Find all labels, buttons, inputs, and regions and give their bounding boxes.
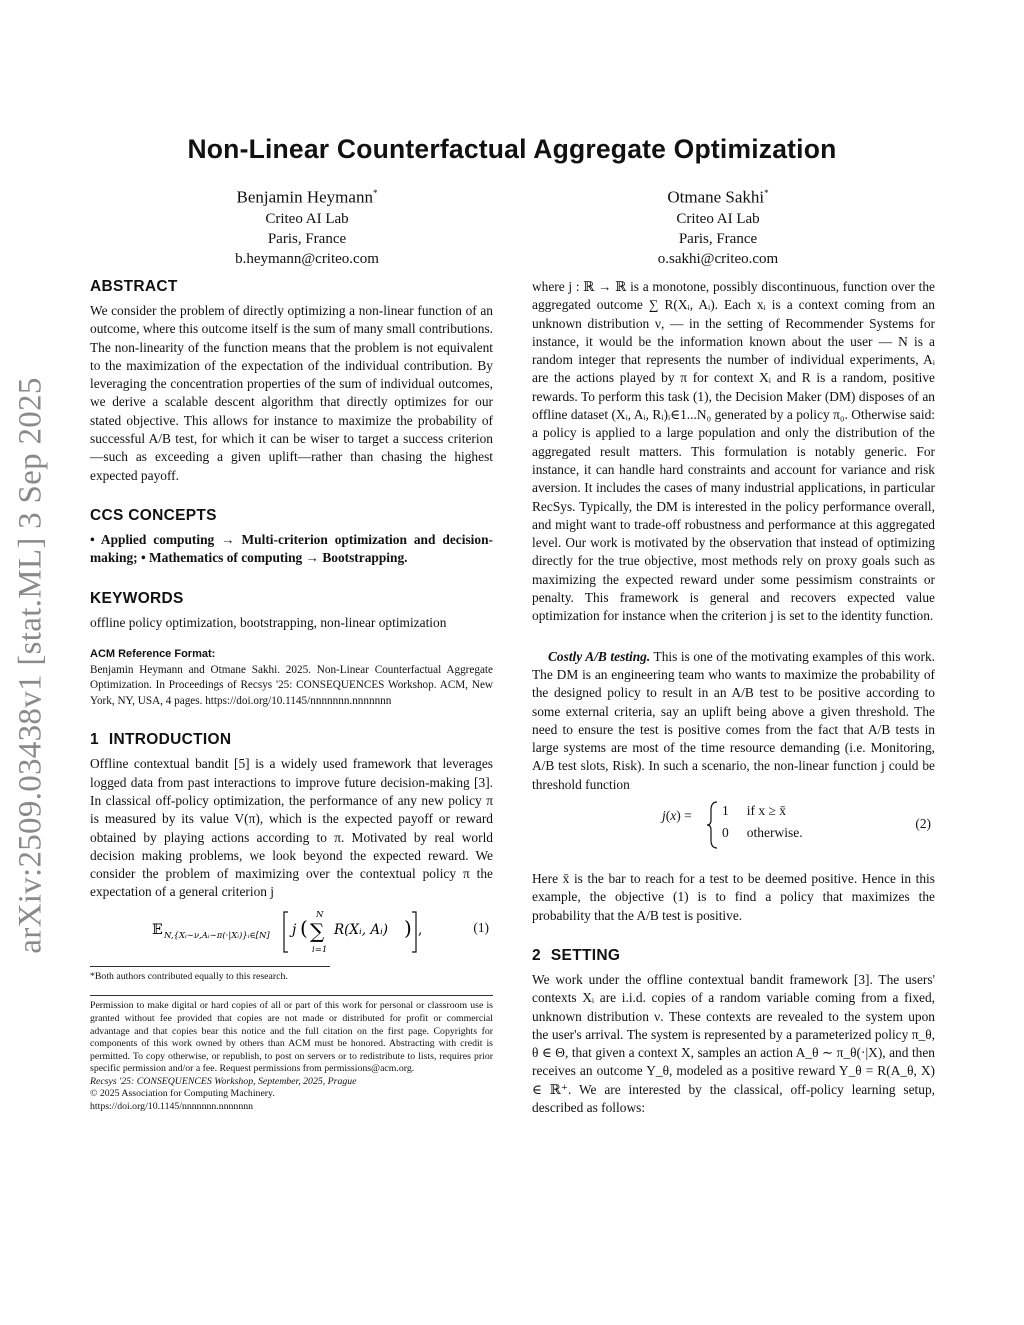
- setting-heading-text: SETTING: [550, 946, 621, 964]
- setting-heading: [532, 947, 935, 965]
- keywords-text: offline policy optimization, bootstrapping, non-linear optimization: [90, 614, 447, 630]
- equation-1: [90, 902, 493, 960]
- svg-text:(: (: [300, 915, 308, 940]
- equation-1-formula: [150, 902, 490, 960]
- author-location: Paris, France: [267, 230, 347, 247]
- equation-2-lhs: j(x) =: [662, 808, 692, 824]
- svg-text:i=1: i=1: [312, 944, 328, 955]
- equation-2-number: (2): [915, 816, 931, 832]
- intro-number: 1: [90, 731, 99, 749]
- arxiv-stamp: [6, 370, 56, 960]
- costly-ab-text: This is one of the motivating examples of this work. The DM is an engineering team who wants to maximize the probability of the designed policy to result in an A/B test to be positive according to some external criteria, say an uplift being above a given threshold. The need to ensure the test is positive comes from the fact that A/B tests in large systems are most of the time resource demanding (i.e. Monitoring, A/B test slots, Risk). In such a scenario, the non-linear function j could be threshold function: [532, 648, 935, 792]
- paper-title: Non-Linear Counterfactual Aggregate Optimization: [187, 134, 837, 164]
- intro-heading-text: INTRODUCTION: [108, 731, 232, 749]
- svg-text:): ): [404, 915, 412, 940]
- svg-text:j: j: [292, 921, 297, 938]
- abstract-heading: ABSTRACT: [90, 278, 178, 295]
- author-name: Otmane Sakhi: [667, 187, 765, 207]
- author-name: Benjamin Heymann: [236, 187, 373, 207]
- right-paragraph-1: where j : ℝ → ℝ is a monotone, possibly discontinuous, function over the aggregated outcome ∑ R(Xᵢ, Aᵢ). Each xᵢ is a context coming from an unknown distribution ν, — in the setting of Recommender Systems for instance, it would be the information known about the user — N is a random integer that represents the number of individual experiments, Aᵢ are the actions played by π for context Xᵢ and R is a random, positive rewards. To perform this task (1), the Decision Maker (DM) disposes of an offline dataset (Xᵢ, Aᵢ, Rᵢ)ᵢ∈1...N₀ generated by a policy π₀. Otherwise said: a policy is applied to a large population and only the distribution of the aggregated result matters. This formulation is notably generic. For instance, it can handle hard constraints and account for variance and risk aversion. It includes the cases of many industrial applications, in particular RecSys. Typically, the DM is interested in the policy performance overall, and might want to trade-off robustness and performance at this aggregated level. Our work is motivated by the observation that instead of optimizing directly for the true objective, most methods rely on proxy goals such as maximizing the expected reward under some pessimism constraints or penalty. This framework is general and recovers expected value optimization for instance when the criterion j is set to the identity function.: [532, 279, 935, 624]
- author-mark: *: [372, 188, 378, 198]
- author-block-1: [147, 182, 467, 269]
- svg-text:N,{Xᵢ∼ν,Aᵢ∼π(·|Xᵢ)}ᵢ∈[N]: N,{Xᵢ∼ν,Aᵢ∼π(·|Xᵢ)}ᵢ∈[N]: [164, 930, 270, 941]
- ccs-text: • Applied computing → Multi-criterion optimization and decision-making; • Mathematics of computing → Bootstrapping.: [90, 531, 493, 566]
- right-paragraph-3: Here x̄ is the bar to reach for a test to be deemed positive. Hence in this example, the objective (1) is to find a policy that maximizes the probability that the A/B test is positive.: [532, 871, 935, 923]
- intro-heading: [90, 731, 493, 749]
- keywords-heading: KEYWORDS: [90, 589, 184, 607]
- author-affiliation: Criteo AI Lab: [676, 210, 760, 227]
- footnote: *Both authors contributed equally to this research.: [90, 970, 288, 982]
- setting-text: We work under the offline contextual bandit framework [3]. The users' contexts Xᵢ are i.i.d. copies of a random variable coming from a fixed, unknown distribution ν. These contexts are revealed to the system upon the user's arrival. The system is represented by a parameterized policy π_θ, θ ∈ Θ, that given a context X, samples an action A_θ ∼ π_θ(·|X), and then receives an outcome Y_θ, modeled as a positive reward Y_θ = R(A_θ, X) ∈ ℝ⁺. We are interested by the classical, off-policy learning setup, described as follows:: [532, 971, 935, 1115]
- svg-text:,: ,: [418, 921, 423, 938]
- equation-2-brace: [706, 800, 720, 850]
- costly-ab-paragraph: [532, 648, 935, 794]
- equation-2: [532, 794, 935, 860]
- author-email: b.heymann@criteo.com: [235, 250, 379, 267]
- svg-text:N: N: [316, 909, 324, 920]
- svg-text:𝔼: 𝔼: [152, 921, 163, 938]
- permission-statement: Permission to make digital or hard copies of all or part of this work for personal or classroom use is granted without fee provided that copies are not made or distributed for profit or commercial advantage and that copies bear this notice and the full citation on the first page. Copyrights for components of this work owned by others than ACM must be honored. Abstracting with credit is permitted. To copy otherwise, or republish, to post on servers or to redistribute to lists, requires prior specific permission and/or a fee. Request permissions from permissions@acm.org.: [90, 1000, 493, 1075]
- author-affiliation: Criteo AI Lab: [265, 210, 349, 227]
- venue-line: Recsys '25: CONSEQUENCES Workshop, September, 2025, Prague: [90, 1075, 357, 1087]
- author-location: Paris, France: [678, 230, 758, 247]
- acm-reference-text: Benjamin Heymann and Otmane Sakhi. 2025. Non-Linear Counterfactual Aggregate Optimization. In Proceedings of Recsys '25: CONSEQUENCES Workshop. ACM, New York, NY, USA, 4 pages. https://doi.org/10.1145/nnnnnnn.nnnnnnn: [90, 663, 493, 707]
- abstract-text: We consider the problem of directly optimizing a non-linear function of an outcome, where this outcome itself is the sum of many small contributions. The non-linearity of the function means that the problem is not equivalent to the maximization of the expectation of the individual contribution. By leveraging the concentration properties of the sum of individual outcomes, we derive a scalable descent algorithm that directly optimizes for our stated objective. This allows for instance to maximize the probability of successful A/B test, for which it can be wiser to target a success criterion—such as exceeding a given uplift—rather than chasing the highest expected payoff.: [90, 303, 493, 483]
- right-column: [532, 278, 935, 1117]
- case-1-condition: if x ≥ x̄: [746, 803, 787, 819]
- author-email: o.sakhi@criteo.com: [657, 250, 779, 267]
- doi-line: https://doi.org/10.1145/nnnnnnn.nnnnnnn: [90, 1101, 254, 1113]
- svg-text:∑: ∑: [310, 918, 325, 943]
- case-2-condition: otherwise.: [746, 825, 803, 841]
- author-mark: *: [764, 188, 769, 198]
- author-block-2: [558, 182, 878, 269]
- left-column: [90, 278, 493, 1114]
- costly-ab-heading: Costly A/B testing.: [548, 648, 651, 664]
- ccs-heading: CCS CONCEPTS: [90, 506, 217, 524]
- case-1-value: 1: [722, 803, 729, 819]
- acm-reference-heading: ACM Reference Format:: [90, 647, 216, 660]
- equation-1-number: (1): [473, 919, 489, 935]
- case-2-value: 0: [722, 825, 729, 841]
- equation-2-cases: [722, 800, 803, 844]
- copyright-line: © 2025 Association for Computing Machinery.: [90, 1088, 275, 1100]
- setting-number: 2: [532, 946, 541, 964]
- intro-text: Offline contextual bandit [5] is a widely used framework that leverages logged data from past interactions to improve future decision-making [3]. In classical off-policy optimization, the performance of any new policy π is measured by its value V(π), which is the expected payoff or reward obtained by playing actions according to π. Motivated by real world decision making problems, we look beyond the expected reward. We consider the problem of maximizing over the contextual policy π the expectation of a general criterion j: [90, 756, 493, 900]
- arxiv-stamp-text: arXiv:2509.03438v1 [stat.ML] 3 Sep 2025: [12, 376, 49, 954]
- svg-text:R(Xᵢ, Aᵢ): R(Xᵢ, Aᵢ): [334, 921, 389, 938]
